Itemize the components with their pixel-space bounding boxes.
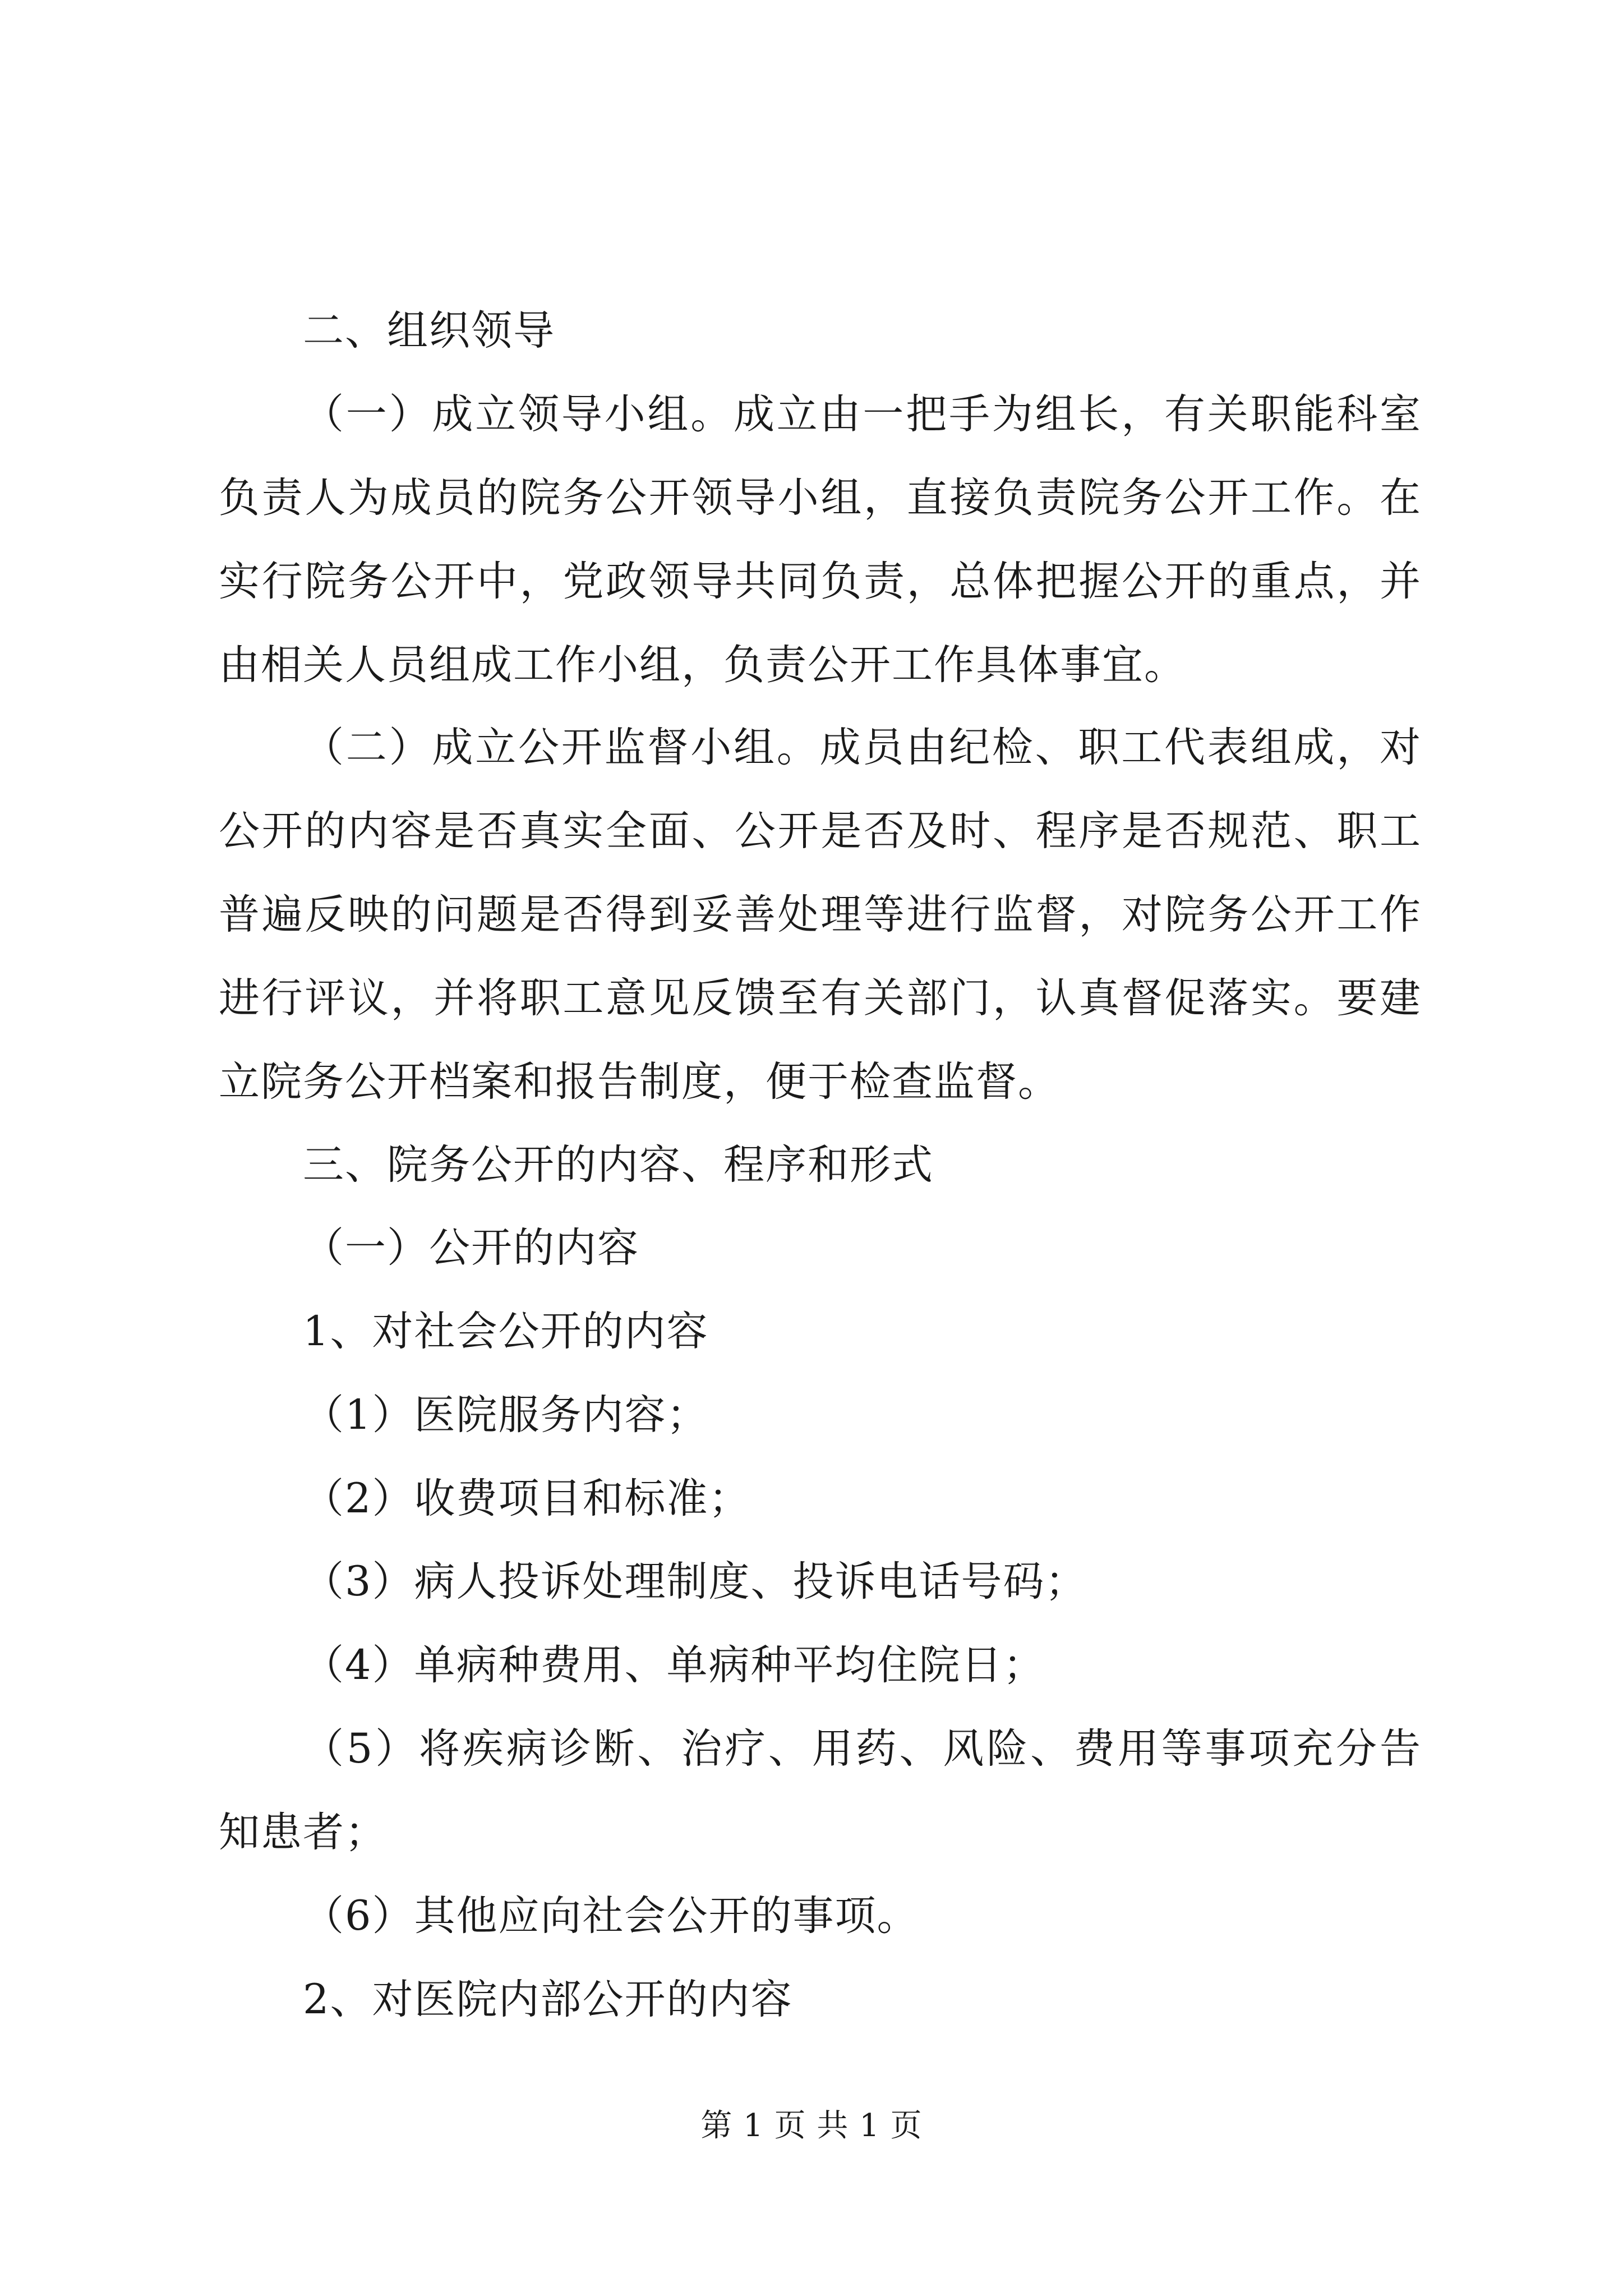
paragraph-line: 进行评议，并将职工意见反馈至有关部门，认真督促落实。要建 <box>219 974 1422 1022</box>
paragraph-supervision-group <box>219 720 1422 1138</box>
item-heading-internal: 2、对医院内部公开的内容 <box>303 1976 793 2023</box>
paragraph-line: 立院务公开档案和报告制度，便于检查监督。 <box>219 1058 1060 1106</box>
list-item-line: （5）将疾病诊断、治疗、用药、风险、费用等事项充分告 <box>303 1725 1422 1773</box>
paragraph-line: 由相关人员组成工作小组，负责公开工作具体事宜。 <box>219 641 1186 689</box>
paragraph-line: 实行院务公开中，党政领导共同负责，总体把握公开的重点，并 <box>219 558 1422 605</box>
list-item-line: 知患者； <box>219 1809 387 1856</box>
paragraph-line: （一）成立领导小组。成立由一把手为组长，有关职能科室 <box>303 390 1422 438</box>
paragraph-leadership-group <box>219 386 1422 721</box>
list-item: （3）病人投诉处理制度、投诉电话号码； <box>303 1558 1087 1605</box>
page-number-footer: 第 1 页 共 1 页 <box>700 2108 923 2144</box>
list-item-multiline <box>219 1721 1422 1888</box>
subsection-heading-content: （一）公开的内容 <box>303 1224 639 1272</box>
paragraph-line: （二）成立公开监督小组。成员由纪检、职工代表组成，对 <box>303 724 1422 771</box>
list-item: （6）其他应向社会公开的事项。 <box>303 1892 919 1940</box>
list-item: （4）单病种费用、单病种平均住院日； <box>303 1641 1045 1689</box>
paragraph-line: 公开的内容是否真实全面、公开是否及时、程序是否规范、职工 <box>219 807 1422 855</box>
paragraph-line: 普遍反映的问题是否得到妥善处理等进行监督，对院务公开工作 <box>219 891 1422 938</box>
list-item: （2）收费项目和标准； <box>303 1475 751 1522</box>
section-heading-content-procedure-form: 三、院务公开的内容、程序和形式 <box>303 1141 934 1189</box>
paragraph-line: 负责人为成员的院务公开领导小组，直接负责院务公开工作。在 <box>219 474 1422 522</box>
item-heading-public: 1、对社会公开的内容 <box>303 1308 709 1355</box>
section-heading-organization: 二、组织领导 <box>303 307 555 355</box>
list-item: （1）医院服务内容； <box>303 1391 709 1439</box>
